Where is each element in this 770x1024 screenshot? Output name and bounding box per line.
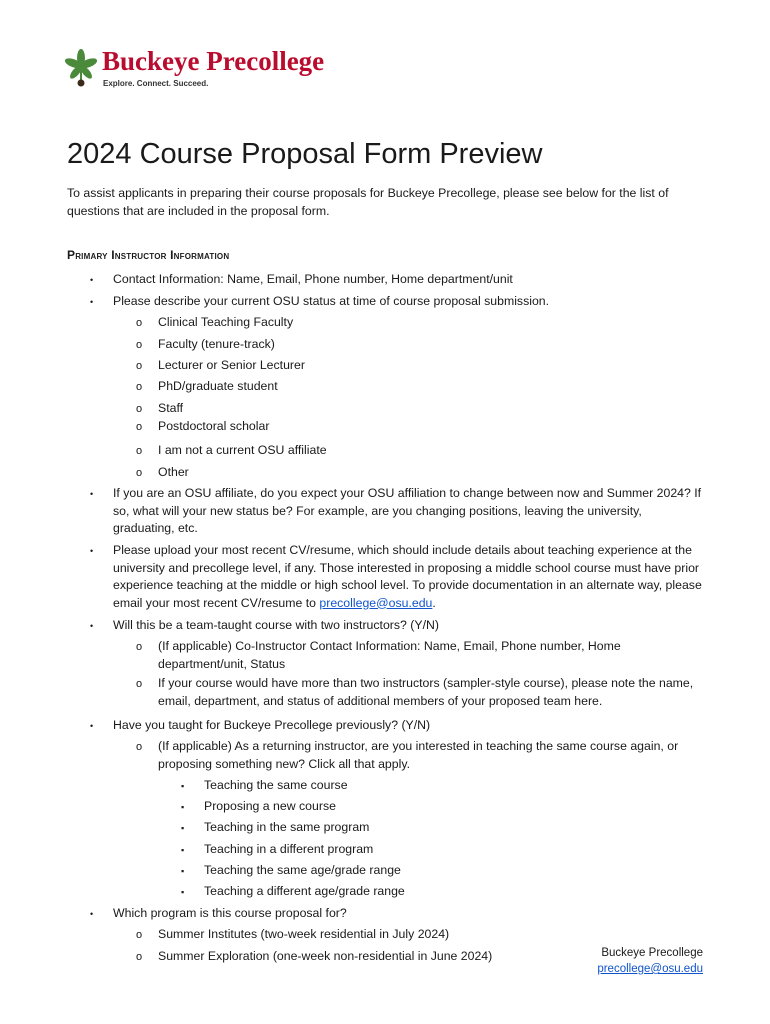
bullet-level2: o [136,339,143,351]
list-item: If your course would have more than two instructors (sampler-style course), please note the name, email, department, and status of additional members of your proposed team here. [158,676,694,708]
bullet-level2: o [136,678,143,690]
brand-tagline: Explore. Connect. Succeed. [103,79,209,88]
bullet-level2: o [136,741,143,753]
bullet-level3: ▪ [181,866,185,876]
bullet-level1: • [90,546,94,556]
list-item: Postdoctoral scholar [158,419,270,433]
list-item: Which program is this course proposal for? [113,906,347,920]
list-item: (If applicable) Co-Instructor Contact Information: Name, Email, Phone number, Home department/unit, Status [158,639,621,671]
bullet-level2: o [136,641,143,653]
intro-paragraph: To assist applicants in preparing their course proposals for Buckeye Precollege, please see below for the list of questions that are included in the proposal form. [67,186,669,218]
list-item: Teaching in the same program [204,820,370,834]
cv-email-link[interactable]: precollege@osu.edu [319,595,433,610]
list-item: Teaching a different age/grade range [204,884,405,898]
cv-text-end: . [432,595,436,610]
list-item: Teaching the same course [204,778,348,792]
buckeye-leaf-icon [64,49,98,89]
brand-name: Buckeye Precollege [102,46,325,76]
footer-email-link[interactable]: precollege@osu.edu [597,963,703,975]
list-item: Will this be a team-taught course with two instructors? (Y/N) [113,618,439,632]
list-item: Proposing a new course [204,799,336,813]
bullet-level1: • [90,721,94,731]
list-item: If you are an OSU affiliate, do you expect your OSU affiliation to change between now and Summer 2024? If so, what will your new status be? For example, are you changing positions, leaving the university, graduating, etc. [113,486,702,535]
list-item: (If applicable) As a returning instructor, are you interested in teaching the same course again, or proposing something new? Click all that apply. [158,739,679,771]
list-item: Summer Exploration (one-week non-residential in June 2024) [158,949,493,963]
bullet-level2: o [136,445,143,457]
bullet-level3: ▪ [181,802,185,812]
list-item: Faculty (tenure-track) [158,337,275,351]
bullet-level3: ▪ [181,823,185,833]
bullet-level2: o [136,403,143,415]
bullet-level1: • [90,621,94,631]
bullet-level1: • [90,489,94,499]
list-item: Summer Institutes (two-week residential in July 2024) [158,927,450,941]
bullet-level2: o [136,951,143,963]
list-item: I am not a current OSU affiliate [158,443,327,457]
list-item: Other [158,465,189,479]
bullet-level1: • [90,275,94,285]
bullet-level2: o [136,929,143,941]
bullet-level2: o [136,467,143,479]
bullet-level2: o [136,317,143,329]
list-item: Contact Information: Name, Email, Phone number, Home department/unit [113,272,513,286]
bullet-level2: o [136,360,143,372]
bullet-level3: ▪ [181,781,185,791]
page-title: 2024 Course Proposal Form Preview [67,138,543,170]
bullet-level2: o [136,381,143,393]
cv-text: Please upload your most recent CV/resume, which should include details about teaching experience at the university and precollege level, if any. Those interested in proposing a middle school course must have prior experience teaching at the middle or high school level. To provide documentation in an alternate way, please email your most recent CV/resume to [113,543,702,610]
bullet-level3: ▪ [181,845,185,855]
list-item: Please describe your current OSU status at time of course proposal submission. [113,294,550,308]
section-title: Primary Instructor Information [67,248,230,262]
list-item: Have you taught for Buckeye Precollege previously? (Y/N) [113,718,431,732]
list-item: Teaching in a different program [204,842,374,856]
bullet-level1: • [90,909,94,919]
list-item: Clinical Teaching Faculty [158,315,294,329]
bullet-level1: • [90,297,94,307]
list-item: PhD/graduate student [158,379,278,393]
list-item [113,542,703,612]
footer-name: Buckeye Precollege [601,947,703,959]
list-item: Staff [158,401,184,415]
bullet-level2: o [136,421,143,433]
list-item: Teaching the same age/grade range [204,863,401,877]
bullet-level3: ▪ [181,887,185,897]
list-item: Lecturer or Senior Lecturer [158,358,305,372]
